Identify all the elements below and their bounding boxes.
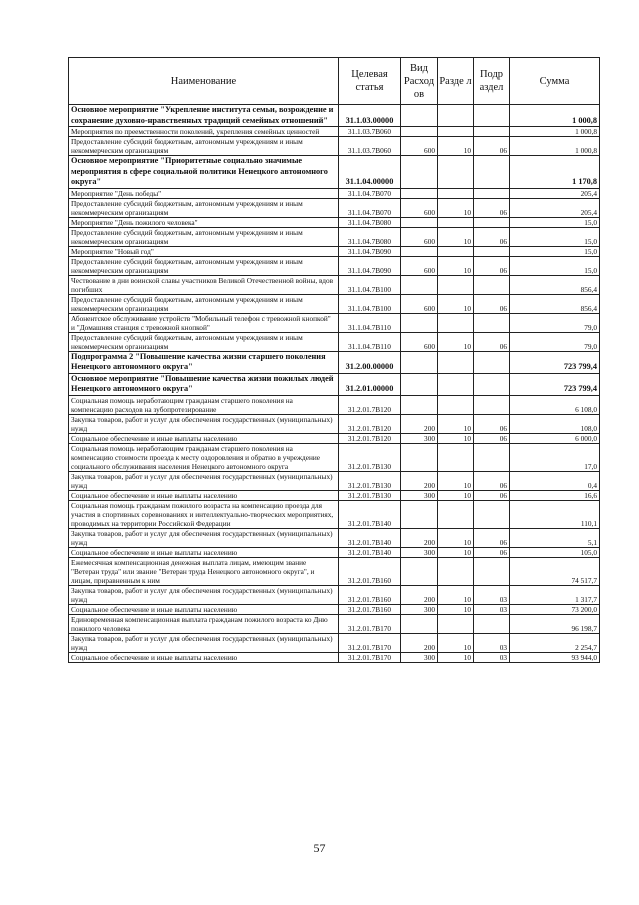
row-sum-cell: 79,0 [510,313,600,332]
row-subsection-cell: 06 [474,198,510,217]
row-subsection-cell: 06 [474,414,510,433]
row-section-cell [438,217,474,227]
row-name-cell: Мероприятие "День пожилого человека" [69,217,339,227]
row-sum-cell: 17,0 [510,443,600,471]
table-row [69,414,600,433]
row-subsection-cell: 06 [474,433,510,443]
row-name-cell: Предоставление субсидий бюджетным, автономным учреждениям и иным некоммерческим организациям [69,294,339,313]
row-name-cell: Социальное обеспечение и иные выплаты населению [69,490,339,500]
row-subsection-cell: 03 [474,604,510,614]
row-sum-cell: 16,6 [510,490,600,500]
row-name-cell: Предоставление субсидий бюджетным, автономным учреждениям и иным некоммерческим организациям [69,198,339,217]
row-target-article-cell: 31.1.04.7В070 [339,188,401,198]
row-target-article-cell: 31.1.04.7В100 [339,275,401,294]
row-name-cell: Основное мероприятие "Повышение качества жизни пожилых людей Ненецкого автономного округа" [69,373,339,395]
row-sum-cell: 15,0 [510,246,600,256]
table-row [69,547,600,557]
table-row [69,217,600,227]
row-sum-cell: 856,4 [510,275,600,294]
row-name-cell: Социальная помощь неработающим гражданам старшего поколения на компенсацию расходов на зубопротезирование [69,395,339,414]
row-target-article-cell: 31.2.01.7В170 [339,614,401,633]
row-expense-type-cell [401,105,438,127]
table-row [69,313,600,332]
row-expense-type-cell [401,443,438,471]
row-subsection-cell: 06 [474,332,510,351]
table-row [69,188,600,198]
table-row [69,604,600,614]
table-row [69,471,600,490]
row-subsection-cell: 06 [474,294,510,313]
row-subsection-cell [474,246,510,256]
row-section-cell: 10 [438,585,474,604]
row-section-cell: 10 [438,256,474,275]
table-row [69,633,600,652]
row-section-cell [438,246,474,256]
row-name-cell: Основное мероприятие "Приоритетные социально значимые мероприятия в сфере социальной политики Ненецкого автономного округа" [69,156,339,189]
row-sum-cell: 0,4 [510,471,600,490]
row-target-article-cell: 31.1.03.7В060 [339,137,401,156]
row-section-cell: 10 [438,547,474,557]
budget-table [68,57,600,663]
row-expense-type-cell: 600 [401,227,438,246]
row-expense-type-cell [401,500,438,528]
table-row [69,137,600,156]
row-sum-cell: 2 254,7 [510,633,600,652]
row-sum-cell: 96 198,7 [510,614,600,633]
row-subsection-cell: 06 [474,547,510,557]
row-subsection-cell [474,105,510,127]
row-target-article-cell: 31.1.04.7В110 [339,313,401,332]
row-target-article-cell: 31.2.01.7В130 [339,490,401,500]
row-section-cell [438,443,474,471]
row-expense-type-cell: 200 [401,414,438,433]
row-name-cell: Социальное обеспечение и иные выплаты населению [69,547,339,557]
row-name-cell: Мероприятия по преемственности поколений, укрепления семейных ценностей [69,127,339,137]
row-sum-cell: 1 000,8 [510,105,600,127]
row-sum-cell: 1 000,8 [510,137,600,156]
row-target-article-cell: 31.1.04.00000 [339,156,401,189]
row-section-cell [438,500,474,528]
row-section-cell: 10 [438,528,474,547]
row-name-cell: Абонентское обслуживание устройств "Мобильный телефон с тревожной кнопкой" и "Домашняя станция с тревожной кнопкой" [69,313,339,332]
row-sum-cell: 6 108,0 [510,395,600,414]
row-subsection-cell [474,313,510,332]
header-expense-type: Вид Расход ов [401,58,438,105]
row-name-cell: Мероприятие "Новый год" [69,246,339,256]
row-name-cell: Предоставление субсидий бюджетным, автономным учреждениям и иным некоммерческим организациям [69,332,339,351]
row-section-cell [438,313,474,332]
row-target-article-cell: 31.2.00.00000 [339,351,401,373]
row-expense-type-cell: 200 [401,471,438,490]
table-row [69,585,600,604]
row-target-article-cell: 31.1.03.7В060 [339,127,401,137]
row-section-cell: 10 [438,294,474,313]
row-expense-type-cell [401,614,438,633]
row-expense-type-cell [401,127,438,137]
row-target-article-cell: 31.2.01.00000 [339,373,401,395]
row-target-article-cell: 31.2.01.7В120 [339,395,401,414]
row-expense-type-cell [401,217,438,227]
row-section-cell [438,373,474,395]
row-expense-type-cell: 600 [401,137,438,156]
row-sum-cell: 105,0 [510,547,600,557]
row-subsection-cell [474,156,510,189]
row-subsection-cell [474,395,510,414]
row-target-article-cell: 31.2.01.7В140 [339,528,401,547]
row-section-cell [438,156,474,189]
row-subsection-cell [474,127,510,137]
table-row [69,557,600,585]
row-section-cell: 10 [438,227,474,246]
row-subsection-cell [474,557,510,585]
row-target-article-cell: 31.2.01.7В130 [339,471,401,490]
table-row [69,373,600,395]
row-subsection-cell: 06 [474,528,510,547]
row-expense-type-cell [401,188,438,198]
table-row [69,443,600,471]
row-sum-cell: 74 517,7 [510,557,600,585]
row-subsection-cell [474,614,510,633]
header-target-article: Целевая статья [339,58,401,105]
row-name-cell: Единовременная компенсационная выплата гражданам пожилого возраста ко Дню пожилого человека [69,614,339,633]
row-target-article-cell: 31.2.01.7В120 [339,414,401,433]
row-subsection-cell: 06 [474,256,510,275]
row-section-cell: 10 [438,137,474,156]
row-section-cell: 10 [438,652,474,662]
table-row [69,332,600,351]
row-section-cell: 10 [438,332,474,351]
row-sum-cell: 1 170,8 [510,156,600,189]
table-row [69,275,600,294]
row-expense-type-cell [401,395,438,414]
row-expense-type-cell: 300 [401,652,438,662]
page-number: 57 [313,841,326,855]
row-sum-cell: 79,0 [510,332,600,351]
row-section-cell: 10 [438,633,474,652]
row-sum-cell: 1 000,8 [510,127,600,137]
row-section-cell [438,395,474,414]
row-expense-type-cell: 300 [401,490,438,500]
row-target-article-cell: 31.2.01.7В120 [339,433,401,443]
table-row [69,490,600,500]
row-target-article-cell: 31.2.01.7В170 [339,633,401,652]
row-section-cell: 10 [438,433,474,443]
header-section: Разде л [438,58,474,105]
row-subsection-cell: 06 [474,471,510,490]
row-sum-cell: 5,1 [510,528,600,547]
row-target-article-cell: 31.2.01.7В140 [339,547,401,557]
row-section-cell: 10 [438,490,474,500]
row-expense-type-cell [401,313,438,332]
row-subsection-cell: 06 [474,490,510,500]
row-name-cell: Чествование в дни воинской славы участников Великой Отечественной войны, вдов погибших [69,275,339,294]
row-expense-type-cell [401,557,438,585]
table-row [69,246,600,256]
row-name-cell: Социальное обеспечение и иные выплаты населению [69,433,339,443]
row-subsection-cell: 03 [474,585,510,604]
table-row [69,227,600,246]
row-sum-cell: 6 000,0 [510,433,600,443]
table-row [69,652,600,662]
row-section-cell [438,127,474,137]
row-subsection-cell [474,188,510,198]
row-target-article-cell: 31.1.04.7В090 [339,246,401,256]
row-expense-type-cell: 600 [401,198,438,217]
row-section-cell: 10 [438,198,474,217]
row-name-cell: Предоставление субсидий бюджетным, автономным учреждениям и иным некоммерческим организациям [69,227,339,246]
row-sum-cell: 93 944,0 [510,652,600,662]
row-subsection-cell [474,275,510,294]
row-expense-type-cell [401,275,438,294]
table-row [69,198,600,217]
row-expense-type-cell: 200 [401,528,438,547]
row-target-article-cell: 31.2.01.7В170 [339,652,401,662]
row-subsection-cell [474,443,510,471]
table-row [69,256,600,275]
row-target-article-cell: 31.2.01.7В160 [339,585,401,604]
row-section-cell: 10 [438,414,474,433]
row-target-article-cell: 31.1.04.7В100 [339,294,401,313]
row-target-article-cell: 31.1.04.7В110 [339,332,401,351]
row-sum-cell: 205,4 [510,198,600,217]
table-header-row [69,58,600,105]
row-section-cell: 10 [438,471,474,490]
row-subsection-cell: 03 [474,633,510,652]
row-name-cell: Закупка товаров, работ и услуг для обеспечения государственных (муниципальных) нужд [69,633,339,652]
row-name-cell: Основное мероприятие "Укрепление института семьи, возрождение и сохранение духовно-нравственных традиций семейных отношений" [69,105,339,127]
row-sum-cell: 856,4 [510,294,600,313]
row-target-article-cell: 31.2.01.7В160 [339,604,401,614]
row-expense-type-cell: 600 [401,294,438,313]
row-subsection-cell [474,217,510,227]
row-name-cell: Ежемесячная компенсационная денежная выплата лицам, имеющим звание "Ветеран труда" или звание "Ветеран труда Ненецкого автономного округа", и лицам, приравненным к ним [69,557,339,585]
table-row [69,395,600,414]
row-target-article-cell: 31.1.04.7В080 [339,227,401,246]
row-sum-cell: 205,4 [510,188,600,198]
row-target-article-cell: 31.1.03.00000 [339,105,401,127]
row-sum-cell: 723 799,4 [510,351,600,373]
row-section-cell [438,351,474,373]
row-expense-type-cell [401,246,438,256]
row-name-cell: Предоставление субсидий бюджетным, автономным учреждениям и иным некоммерческим организациям [69,137,339,156]
row-name-cell: Предоставление субсидий бюджетным, автономным учреждениям и иным некоммерческим организациям [69,256,339,275]
row-target-article-cell: 31.1.04.7В090 [339,256,401,275]
row-expense-type-cell [401,351,438,373]
row-subsection-cell [474,351,510,373]
row-name-cell: Закупка товаров, работ и услуг для обеспечения государственных (муниципальных) нужд [69,471,339,490]
row-section-cell [438,105,474,127]
row-expense-type-cell: 600 [401,332,438,351]
row-subsection-cell: 06 [474,227,510,246]
table-row [69,614,600,633]
row-sum-cell: 15,0 [510,217,600,227]
row-name-cell: Социальная помощь неработающим гражданам старшего поколения на компенсацию стоимости проезда к месту оздоровления и обратно в учреждение социального обслуживания населения Ненецкого автономного округа [69,443,339,471]
row-name-cell: Мероприятие "День победы" [69,188,339,198]
row-expense-type-cell: 200 [401,585,438,604]
row-section-cell [438,614,474,633]
row-sum-cell: 723 799,4 [510,373,600,395]
table-row [69,127,600,137]
table-row [69,528,600,547]
row-expense-type-cell: 200 [401,633,438,652]
row-expense-type-cell [401,373,438,395]
row-section-cell [438,275,474,294]
table-row [69,105,600,127]
row-target-article-cell: 31.2.01.7В140 [339,500,401,528]
row-sum-cell: 15,0 [510,227,600,246]
row-subsection-cell: 06 [474,137,510,156]
row-expense-type-cell: 300 [401,547,438,557]
table-row [69,500,600,528]
row-expense-type-cell: 600 [401,256,438,275]
row-target-article-cell: 31.2.01.7В130 [339,443,401,471]
row-expense-type-cell [401,156,438,189]
row-section-cell [438,557,474,585]
row-target-article-cell: 31.1.04.7В080 [339,217,401,227]
header-sum: Сумма [510,58,600,105]
row-section-cell [438,188,474,198]
header-name: Наименование [69,58,339,105]
row-name-cell: Социальное обеспечение и иные выплаты населению [69,652,339,662]
row-subsection-cell [474,500,510,528]
row-sum-cell: 108,0 [510,414,600,433]
row-name-cell: Подпрограмма 2 "Повышение качества жизни старшего поколения Ненецкого автономного округа" [69,351,339,373]
table-row [69,351,600,373]
row-subsection-cell: 03 [474,652,510,662]
row-name-cell: Социальное обеспечение и иные выплаты населению [69,604,339,614]
row-expense-type-cell: 300 [401,433,438,443]
row-name-cell: Закупка товаров, работ и услуг для обеспечения государственных (муниципальных) нужд [69,585,339,604]
table-row [69,433,600,443]
table-row [69,294,600,313]
row-name-cell: Закупка товаров, работ и услуг для обеспечения государственных (муниципальных) нужд [69,414,339,433]
header-subsection: Подр аздел [474,58,510,105]
row-name-cell: Закупка товаров, работ и услуг для обеспечения государственных (муниципальных) нужд [69,528,339,547]
row-expense-type-cell: 300 [401,604,438,614]
row-target-article-cell: 31.2.01.7В160 [339,557,401,585]
row-subsection-cell [474,373,510,395]
table-body [69,105,600,663]
row-sum-cell: 1 317,7 [510,585,600,604]
row-sum-cell: 73 200,0 [510,604,600,614]
row-sum-cell: 110,1 [510,500,600,528]
table-row [69,156,600,189]
row-target-article-cell: 31.1.04.7В070 [339,198,401,217]
row-section-cell: 10 [438,604,474,614]
row-sum-cell: 15,0 [510,256,600,275]
row-name-cell: Социальная помощь гражданам пожилого возраста на компенсацию проезда для участия в спортивных соревнованиях и интеллектуально-творческих мероприятиях, проводимых на территории Российской Федерации [69,500,339,528]
